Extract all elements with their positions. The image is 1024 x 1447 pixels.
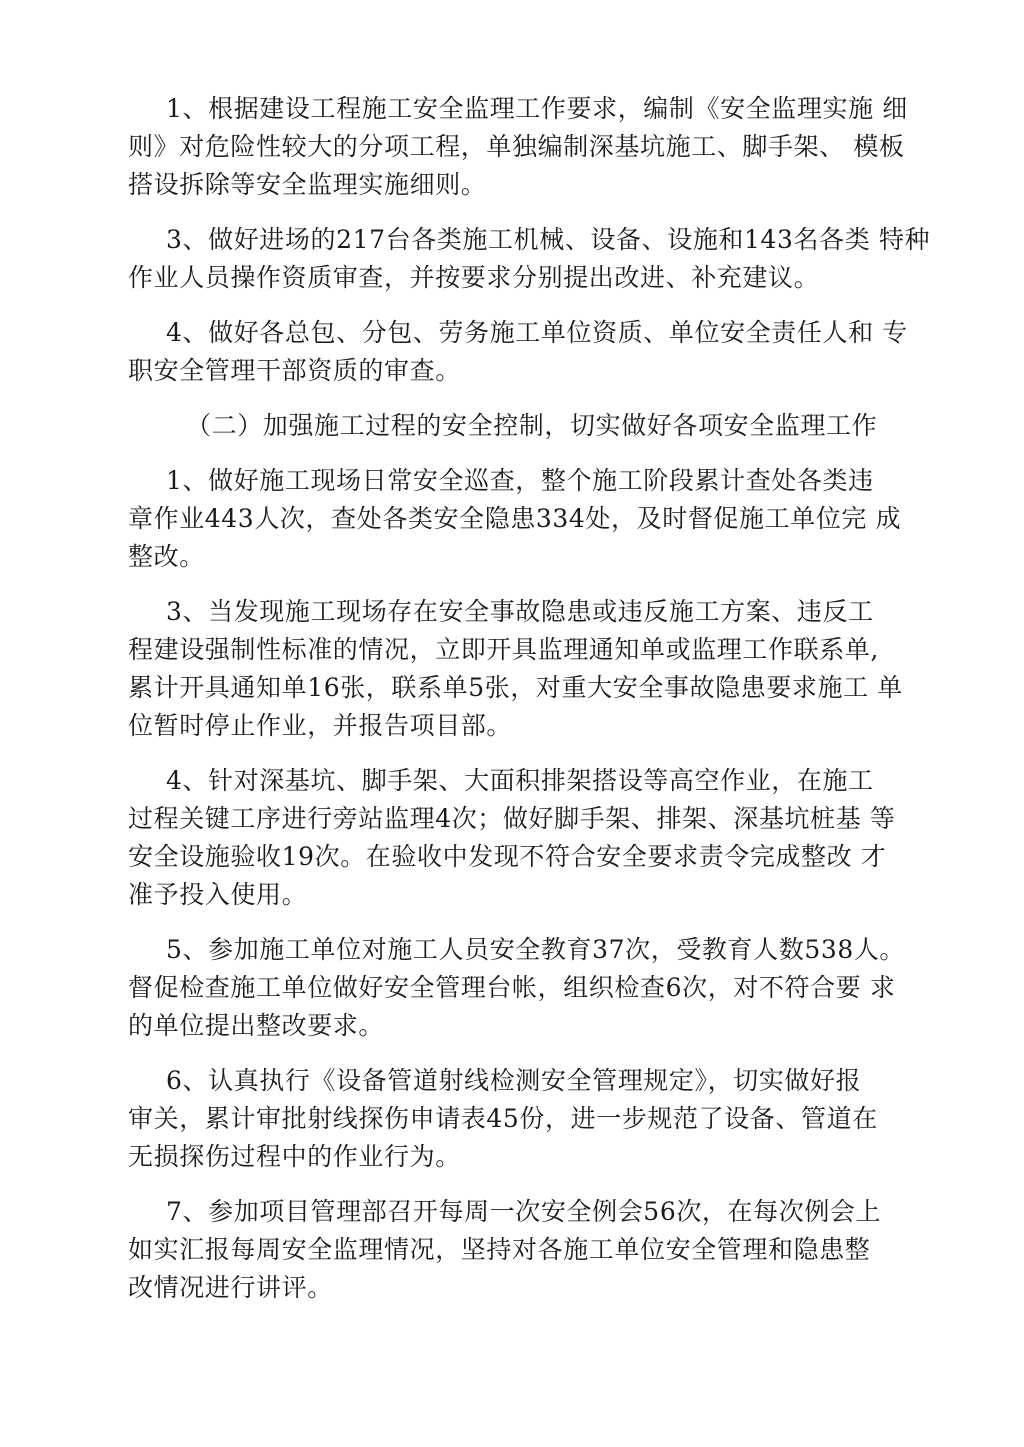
paragraph-1 <box>128 90 908 204</box>
paragraph-line: 3、当发现施工现场存在安全事故隐患或违反施工方案、违反工 <box>166 597 874 626</box>
paragraph-line: 过程关键工序进行旁站监理4次；做好脚手架、排架、深基坑桩基 等 <box>128 804 896 833</box>
paragraph-line: 作业人员操作资质审查，并按要求分别提出改进、补充建议。 <box>128 263 820 292</box>
paragraph-line: 累计开具通知单16张，联系单5张，对重大安全事故隐患要求施工 单 <box>128 673 903 702</box>
paragraph-line: 整改。 <box>128 542 205 571</box>
paragraph-line: 则》对危险性较大的分项工程，单独编制深基坑施工、脚手架、 模板 <box>128 132 905 161</box>
paragraph-line: 搭设拆除等安全监理实施细则。 <box>128 170 487 199</box>
paragraph-line: 6、认真执行《设备管道射线检测安全管理规定》，切实做好报 <box>166 1066 862 1095</box>
document-page <box>128 90 931 1324</box>
paragraph-line: 改情况进行讲评。 <box>128 1273 333 1302</box>
paragraph-line: 准予投入使用。 <box>128 880 308 909</box>
paragraph-line: 7、参加项目管理部召开每周一次安全例会56次，在每次例会上 <box>166 1197 882 1226</box>
paragraph-line: 3、做好进场的217台各类施工机械、设备、设施和143名各类 特种 <box>166 225 931 254</box>
paragraph-line: 1、做好施工现场日常安全巡查，整个施工阶段累计查处各类违 <box>166 466 874 495</box>
paragraph-line: 如实汇报每周安全监理情况，坚持对各施工单位安全管理和隐患整 <box>128 1235 871 1264</box>
paragraph-line: 审关，累计审批射线探伤申请表45份，进一步规范了设备、管道在 <box>128 1104 878 1133</box>
paragraph-line: 程建设强制性标准的情况，立即开具监理通知单或监理工作联系单, <box>128 635 879 664</box>
paragraph-9 <box>128 1193 900 1307</box>
paragraph-line: 1、根据建设工程施工安全监理工作要求，编制《安全监理实施 细 <box>166 94 908 123</box>
paragraph-8 <box>128 1062 900 1176</box>
paragraph-5 <box>128 593 903 745</box>
paragraph-4 <box>128 462 900 576</box>
section-heading: （二）加强施工过程的安全控制，切实做好各项安全监理工作 <box>186 411 878 440</box>
paragraph-line: 督促检查施工单位做好安全管理台帐，组织检查6次，对不符合要 求 <box>128 973 896 1002</box>
paragraph-2 <box>128 221 931 297</box>
paragraph-6 <box>128 762 900 914</box>
paragraph-line: 的单位提出整改要求。 <box>128 1011 385 1040</box>
paragraph-line: 职安全管理干部资质的审查。 <box>128 356 461 385</box>
paragraph-line: 章作业443人次，查处各类安全隐患334处，及时督促施工单位完 成 <box>128 504 902 533</box>
paragraph-line: 位暂时停止作业，并报告项目部。 <box>128 711 513 740</box>
paragraph-line: 无损探伤过程中的作业行为。 <box>128 1142 461 1171</box>
paragraph-line: 4、做好各总包、分包、劳务施工单位资质、单位安全责任人和 专 <box>166 318 908 347</box>
paragraph-line: 4、针对深基坑、脚手架、大面积排架搭设等高空作业，在施工 <box>166 766 874 795</box>
paragraph-7 <box>128 931 906 1045</box>
paragraph-line: 5、参加施工单位对施工人员安全教育37次，受教育人数538人。 <box>166 935 906 964</box>
paragraph-3 <box>128 314 908 390</box>
paragraph-line: 安全设施验收19次。在验收中发现不符合安全要求责令完成整改 才 <box>128 842 887 871</box>
